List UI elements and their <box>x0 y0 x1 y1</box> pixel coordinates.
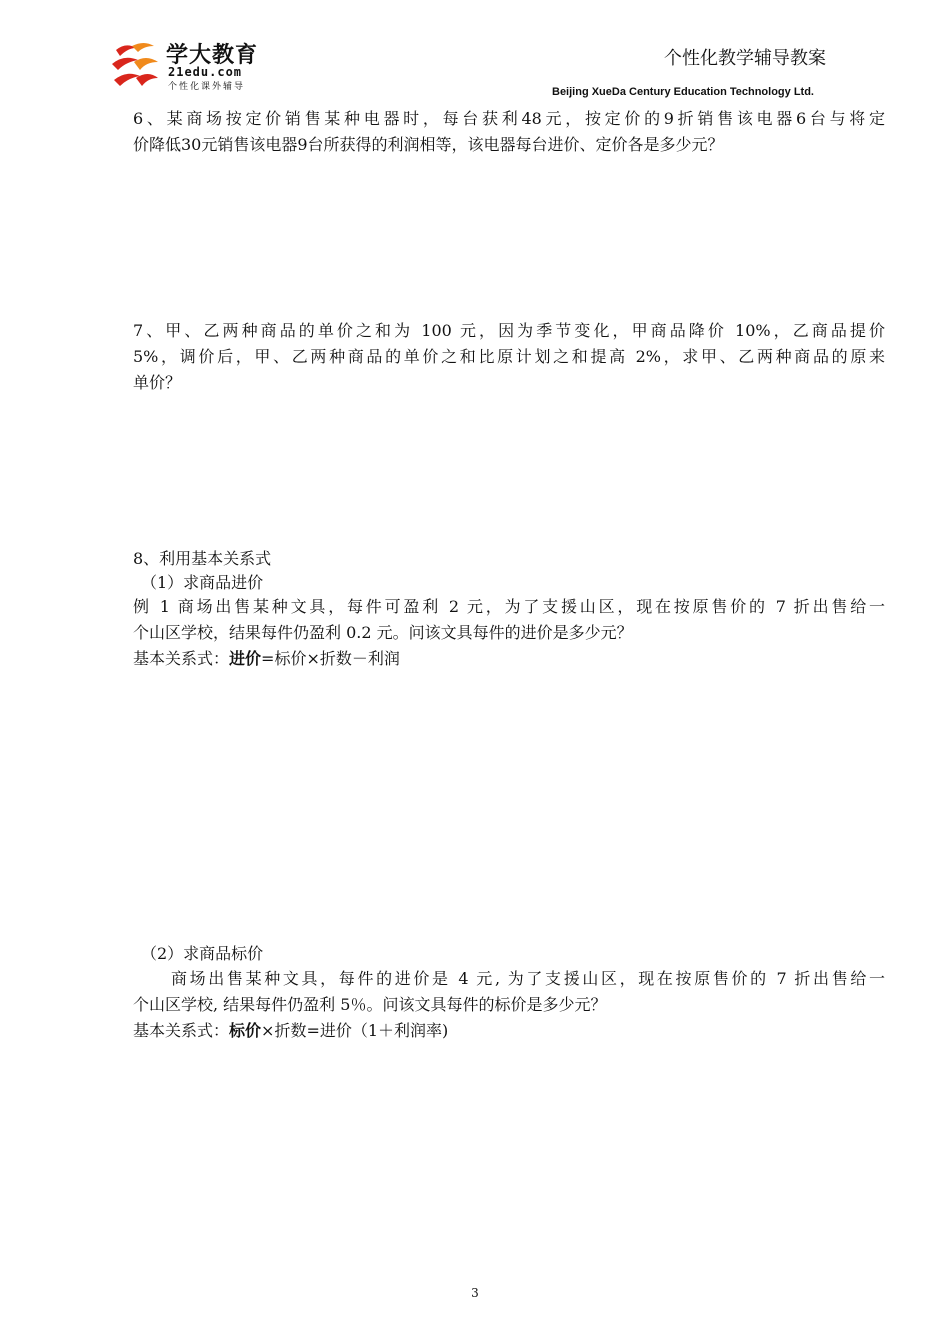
relation-1-key: 进价 <box>229 649 262 668</box>
relation-1 <box>133 646 885 672</box>
relation-2-prefix: 基本关系式： <box>133 1021 230 1040</box>
question-7 <box>133 318 885 396</box>
header-title: 个性化教学辅导教案 <box>664 48 826 69</box>
relation-1-prefix: 基本关系式： <box>133 649 230 668</box>
company-logo <box>110 38 270 94</box>
question-7-line-1: 7、甲、乙两种商品的单价之和为 100 元，因为季节变化，甲商品降价 10%，乙商品提价 <box>133 321 885 340</box>
question-8-title: 8、利用基本关系式 <box>133 549 272 568</box>
question-6-line-1: 6、某商场按定价销售某种电器时，每台获利48元，按定价的9折销售该电器6台与将定 <box>133 109 885 128</box>
logo-url: 21edu.com <box>168 65 243 79</box>
question-7-line-2: 5%，调价后，甲、乙两种商品的单价之和比原计划之和提高 2%，求甲、乙两种商品的原来 <box>133 347 885 366</box>
part-2-line-2: 个山区学校, 结果每件仍盈利 5％。问该文具每件的标价是多少元？ <box>133 995 607 1014</box>
part-1-title: （1）求商品进价 <box>141 573 264 592</box>
page-number: 3 <box>471 1286 479 1300</box>
part-2-line-1: 商场出售某种文具，每件的进价是 4 元, 为了支援山区，现在按原售价的 7 折出售给一 <box>171 969 885 988</box>
question-8 <box>133 546 885 672</box>
question-6-line-2: 价降低30元销售该电器9台所获得的利润相等，该电器每台进价、定价各是多少元？ <box>133 135 724 154</box>
logo-swirl-icon <box>110 40 160 92</box>
question-6 <box>133 106 885 158</box>
part-2 <box>133 942 885 1044</box>
relation-2-formula: ×折数=进价（1＋利润率) <box>261 1021 449 1040</box>
relation-2 <box>133 1018 885 1044</box>
header-company: Beijing XueDa Century Education Technology Ltd. <box>552 86 814 98</box>
relation-1-formula: =标价×折数－利润 <box>261 649 400 668</box>
logo-chinese-name: 学大教育 <box>166 43 259 68</box>
relation-2-key: 标价 <box>229 1021 262 1040</box>
example-1-line-2: 个山区学校，结果每件仍盈利 0.2 元。问该文具每件的进价是多少元？ <box>133 623 633 642</box>
question-7-line-3: 单价？ <box>133 373 182 392</box>
example-1-line-1: 例 1 商场出售某种文具，每件可盈利 2 元，为了支援山区，现在按原售价的 7 折出售给一 <box>133 597 885 616</box>
part-2-title: （2）求商品标价 <box>141 944 264 963</box>
logo-subtitle: 个性化课外辅导 <box>168 82 246 92</box>
